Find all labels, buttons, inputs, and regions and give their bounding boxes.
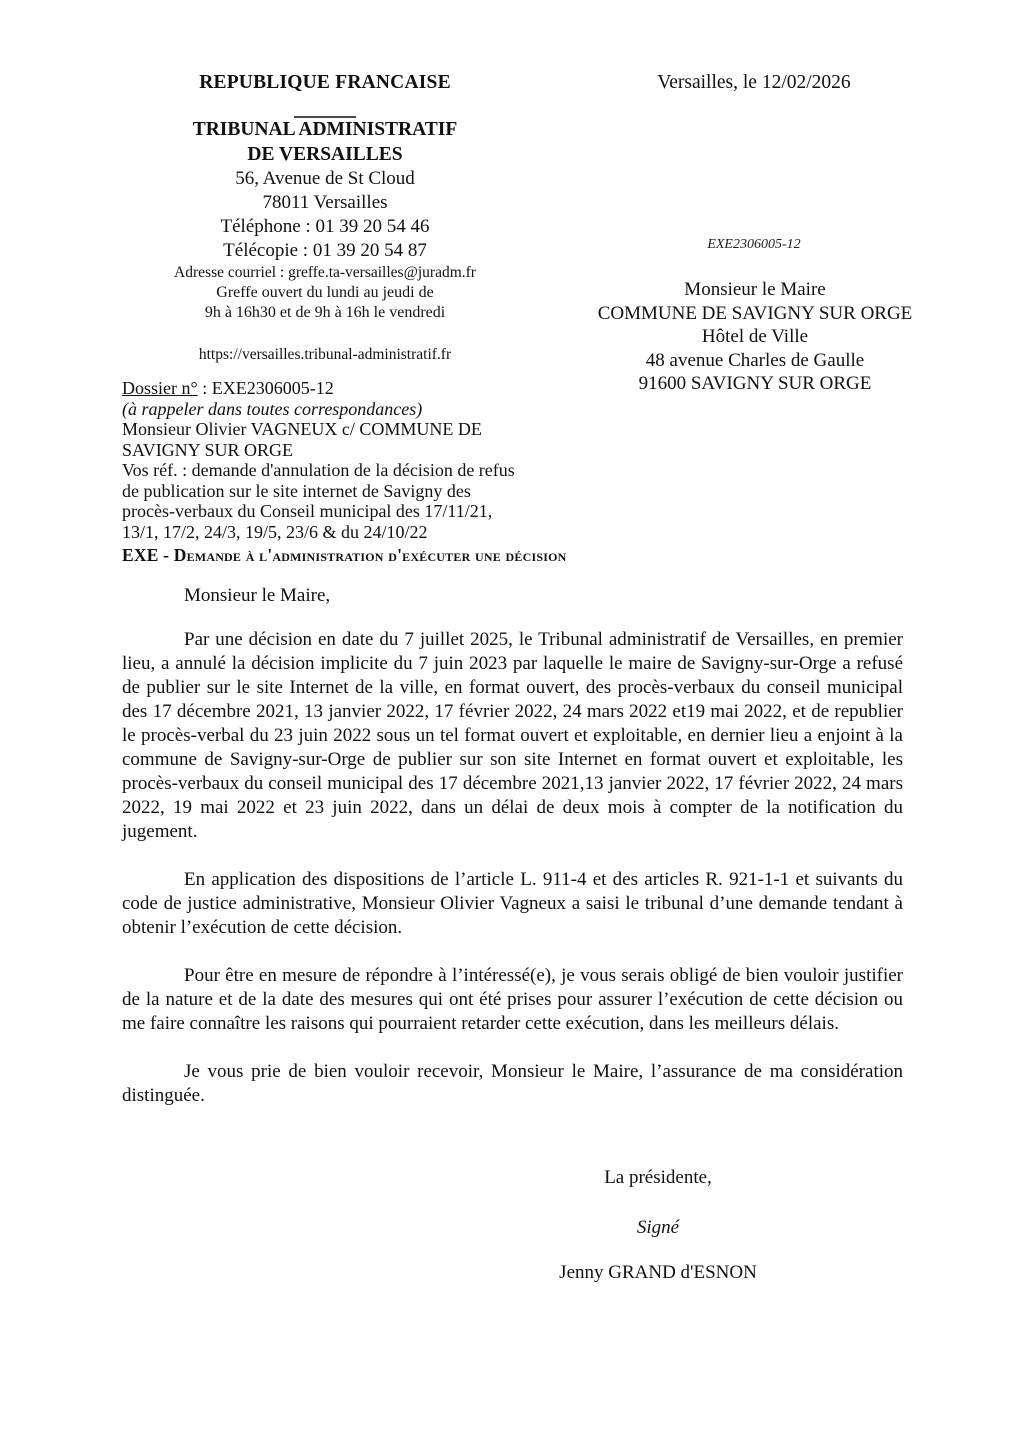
correspondence-reminder: (à rappeler dans toutes correspondances): [122, 398, 423, 419]
subject-line: EXE - Demande à l'administration d'exécuter une décision: [122, 545, 567, 565]
signed-mention: Signé: [636, 1217, 680, 1238]
signer-name: Jenny GRAND d'ESNON: [559, 1262, 757, 1283]
parties-line2: SAVIGNY SUR ORGE: [122, 439, 294, 460]
dossier-number-line: [122, 378, 642, 399]
recipient-line: 91600 SAVIGNY SUR ORGE: [638, 373, 872, 395]
recipient-line: COMMUNE DE SAVIGNY SUR ORGE: [597, 302, 913, 324]
sender-address-line2: 78011 Versailles: [262, 192, 388, 213]
sender-block: [115, 70, 535, 365]
closing-title: La présidente,: [604, 1167, 712, 1188]
sender-fax: Télécopie : 01 39 20 54 87: [223, 240, 427, 261]
body-paragraph-3: Pour être en mesure de répondre à l’intéressé(e), je vous serais obligé de bien vouloir justifier de la nature et de la date des mesures qui ont été prises pour assurer l’exécution de cette décision ou me faire connaître les raisons qui pourraient retarder cette exécution, dans les meilleurs délais.: [122, 965, 903, 1034]
sender-email: Adresse courriel : greffe.ta-versailles@juradm.fr: [174, 264, 476, 281]
sender-address-line1: 56, Avenue de St Cloud: [235, 168, 415, 189]
dossier-label: Dossier n°: [122, 378, 198, 398]
case-reference-code: EXE2306005-12: [707, 237, 801, 252]
sender-website: https://versailles.tribunal-administratif.fr: [198, 346, 452, 363]
salutation: Monsieur le Maire,: [184, 585, 331, 606]
sender-phone: Téléphone : 01 39 20 54 46: [220, 216, 430, 237]
your-ref-line3: procès-verbaux du Conseil municipal des 17/11/21,: [122, 501, 493, 521]
court-name-line2: DE VERSAILLES: [247, 143, 403, 165]
office-hours-line2: 9h à 16h30 et de 9h à 16h le vendredi: [204, 304, 446, 321]
body-paragraph-1: Par une décision en date du 7 juillet 2025, le Tribunal administratif de Versailles, en premier lieu, a annulé la décision implicite du 7 juin 2023 par laquelle le maire de Savigny-sur-Orge a refusé de publier sur le site Internet de la ville, en format ouvert, des procès-verbaux du conseil municipal des 17 décembre 2021, 13 janvier 2022, 17 février 2022, 24 mars 2022 et19 mai 2022, et de republier le procès-verbal du 23 juin 2022 sous un tel format ouvert et exploitable, en dernier lieu a enjoint à la commune de Savigny-sur-Orge de publier sur son site Internet en format ouvert et exploitable, les procès-verbaux du conseil municipal des 17 décembre 2021,13 janvier 2022, 17 février 2022, 24 mars 2022, 19 mai 2022 et 23 juin 2022, dans un délai de deux mois à compter de la notification du jugement.: [122, 629, 903, 842]
recipient-line: Hôtel de Ville: [701, 326, 809, 348]
closing-block: [477, 1166, 839, 1285]
office-hours-line1: Greffe ouvert du lundi au jeudi de: [216, 284, 434, 301]
court-name-line1: TRIBUNAL ADMINISTRATIF: [192, 119, 458, 140]
dossier-value: : EXE2306005-12: [197, 378, 334, 398]
your-ref-line4: 13/1, 17/2, 24/3, 19/5, 23/6 & du 24/10/22: [122, 521, 428, 542]
letter-date: Versailles, le 12/02/2026: [657, 72, 851, 93]
body-paragraph-2: En application des dispositions de l’article L. 911-4 et des articles R. 921-1-1 et suivants du code de justice administrative, Monsieur Olivier Vagneux a saisi le tribunal d’une demande tendant à obtenir l’exécution de cette décision.: [122, 869, 903, 938]
recipient-line: 48 avenue Charles de Gaulle: [645, 349, 865, 371]
republic-title: REPUBLIQUE FRANCAISE: [199, 72, 451, 93]
recipient-line: Monsieur le Maire: [684, 279, 826, 300]
parties-line1: Monsieur Olivier VAGNEUX c/ COMMUNE DE: [122, 419, 482, 439]
your-ref-line1: Vos réf. : demande d'annulation de la décision de refus: [122, 460, 515, 480]
body-paragraph-4: Je vous prie de bien vouloir recevoir, Monsieur le Maire, l’assurance de ma considération distinguée.: [122, 1061, 903, 1106]
letter-body: [122, 584, 903, 1132]
your-ref-line2: de publication sur le site internet de Savigny des: [122, 480, 471, 501]
case-block: [122, 378, 642, 566]
